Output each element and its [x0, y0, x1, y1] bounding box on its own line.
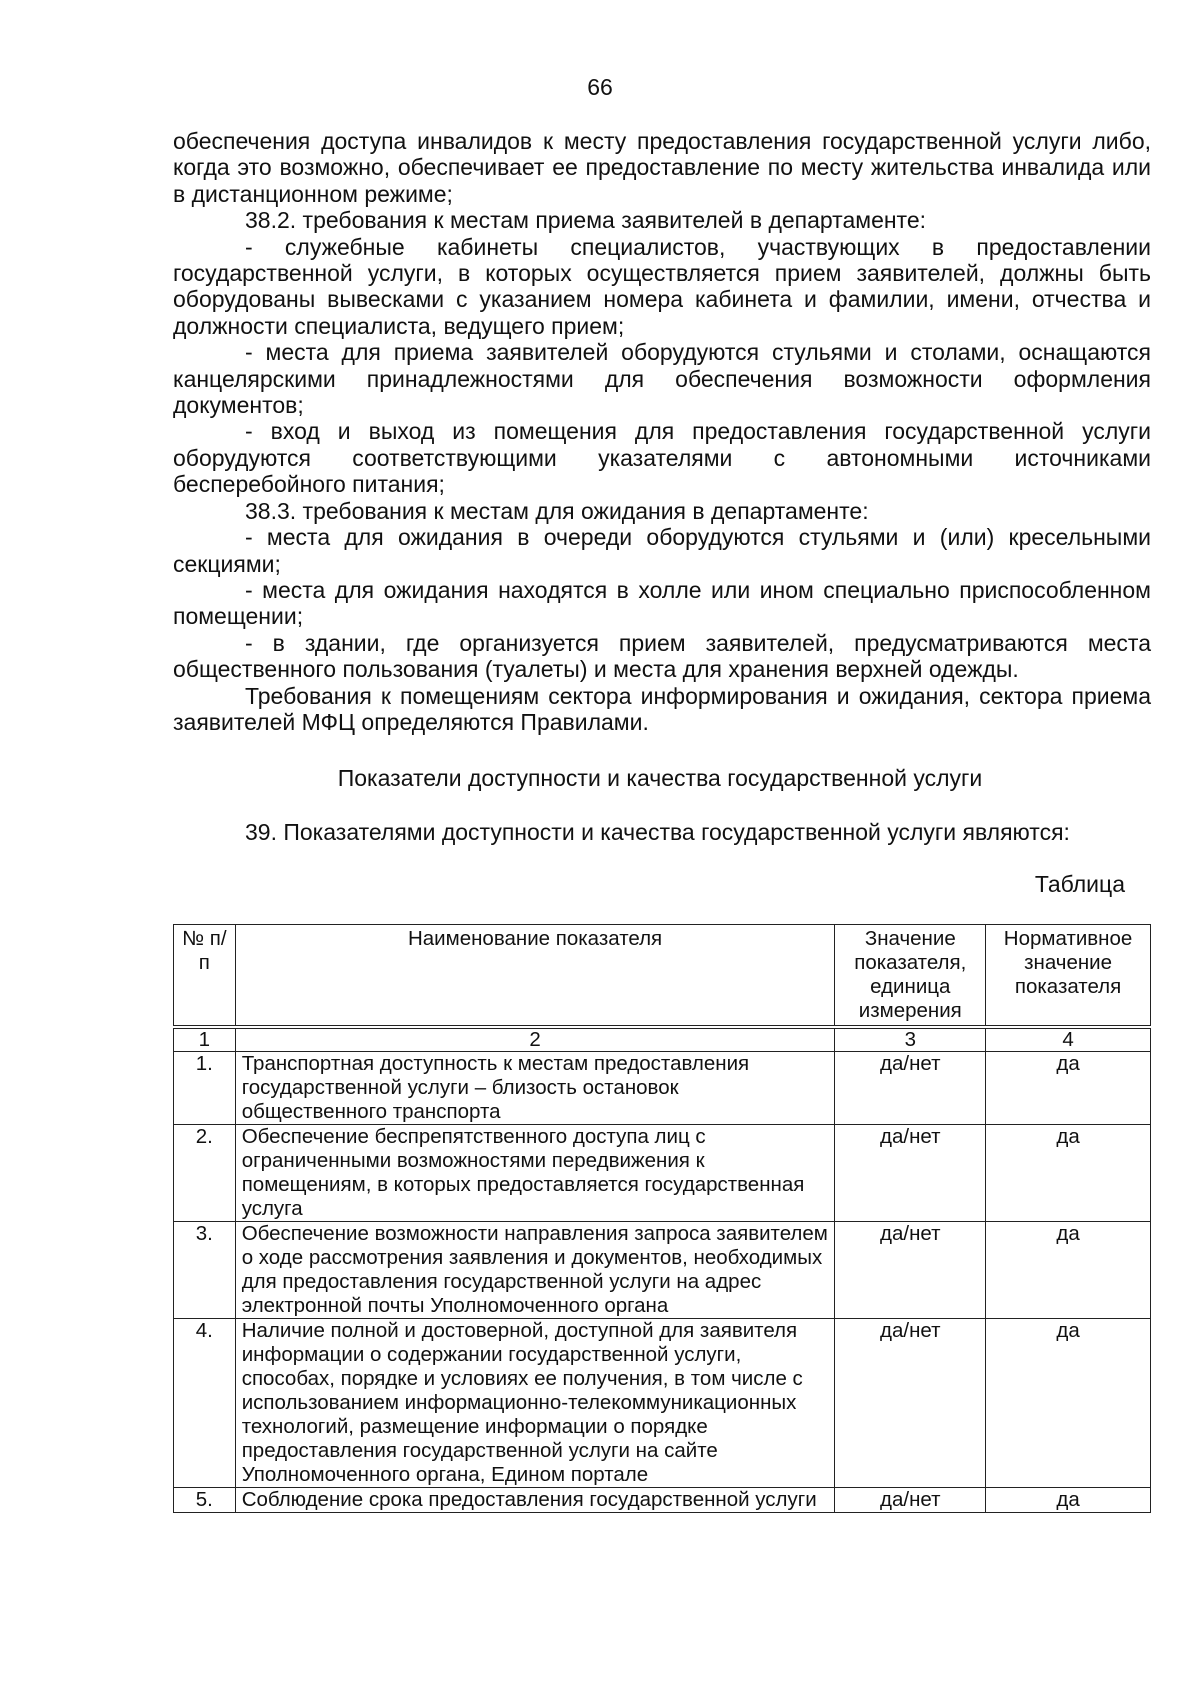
indicator-name-cell: Наличие полной и достоверной, доступной для заявителя информации о содержании государственной услуги, способах, порядке и условиях ее получения, в том числе с использованием информационно-телекоммуникационных технологий, размещение информации о порядке предоставления государственной услуги на сайте Уполномоченного органа, Едином портале: [235, 1319, 835, 1488]
indicator-unit-cell: да/нет: [835, 1052, 986, 1125]
indicator-name-cell: Обеспечение беспрепятственного доступа лиц с ограниченными возможностями передвижения к помещениям, в которых предоставляется государственная услуга: [235, 1125, 835, 1222]
row-number-cell: 4.: [174, 1319, 236, 1488]
column-number-cell: 1: [174, 1027, 236, 1052]
table-row: [174, 1052, 1151, 1125]
table-row: [174, 1222, 1151, 1319]
table-column-numbers-row: [174, 1027, 1151, 1052]
row-number-cell: 3.: [174, 1222, 236, 1319]
paragraph: - служебные кабинеты специалистов, участвующих в предоставлении государственной услуги, в которых осуществляется прием заявителей, должны быть оборудованы вывесками с указанием номера кабинета и фамилии, имени, отчества и должности специалиста, ведущего прием;: [173, 233, 1151, 339]
table-header-row: [174, 925, 1151, 1028]
indicator-norm-cell: да: [986, 1125, 1151, 1222]
header-cell: № п/п: [174, 925, 236, 1028]
row-number-cell: 2.: [174, 1125, 236, 1222]
indicator-unit-cell: да/нет: [835, 1125, 986, 1222]
header-cell: Нормативное значение показателя: [986, 925, 1151, 1028]
column-number-cell: 3: [835, 1027, 986, 1052]
table-caption: Таблица: [1034, 871, 1125, 897]
column-number-cell: 4: [986, 1027, 1151, 1052]
indicator-norm-cell: да: [986, 1488, 1151, 1513]
header-cell: Наименование показателя: [235, 925, 835, 1028]
indicator-norm-cell: да: [986, 1222, 1151, 1319]
paragraph: Требования к помещениям сектора информирования и ожидания, сектора приема заявителей МФЦ определяются Правилами.: [173, 682, 1151, 735]
paragraph: 38.3. требования к местам для ожидания в департаменте:: [245, 497, 869, 524]
body-text: [173, 128, 1151, 735]
page-number: 66: [587, 74, 613, 100]
header-cell: Значение показателя, единица измерения: [835, 925, 986, 1028]
paragraph: - места для приема заявителей оборудуются стульями и столами, оснащаются канцелярскими принадлежностями для обеспечения возможности оформления документов;: [173, 339, 1151, 419]
row-number-cell: 5.: [174, 1488, 236, 1513]
paragraph: - в здании, где организуется прием заявителей, предусматриваются места общественного пользования (туалеты) и места для хранения верхней одежды.: [173, 629, 1151, 683]
row-number-cell: 1.: [174, 1052, 236, 1125]
paragraph: 38.2. требования к местам приема заявителей в департаменте:: [245, 207, 927, 234]
table-row: [174, 1488, 1151, 1513]
paragraph: - места для ожидания находятся в холле или ином специально приспособленном помещении;: [173, 576, 1151, 630]
paragraph: обеспечения доступа инвалидов к месту предоставления государственной услуги либо, когда это возможно, обеспечивает ее предоставление по месту жительства инвалида или в дистанционном режиме;: [173, 128, 1151, 207]
paragraph: - места для ожидания в очереди оборудуются стульями и (или) кресельными секциями;: [173, 524, 1151, 577]
paragraph: - вход и выход из помещения для предоставления государственной услуги оборудуются соответствующими указателями с автономными источниками бесперебойного питания;: [173, 418, 1151, 498]
indicators-table: [173, 924, 1151, 1513]
indicator-name-cell: Обеспечение возможности направления запроса заявителем о ходе рассмотрения заявления и документов, необходимых для предоставления государственной услуги на адрес электронной почты Уполномоченного органа: [235, 1222, 835, 1319]
indicator-name-cell: Соблюдение срока предоставления государственной услуги: [235, 1488, 835, 1513]
indicator-name-cell: Транспортная доступность к местам предоставления государственной услуги – близость остановок общественного транспорта: [235, 1052, 835, 1125]
indicator-norm-cell: да: [986, 1319, 1151, 1488]
table-row: [174, 1125, 1151, 1222]
table-row: [174, 1319, 1151, 1488]
indicator-unit-cell: да/нет: [835, 1222, 986, 1319]
column-number-cell: 2: [235, 1027, 835, 1052]
indicator-unit-cell: да/нет: [835, 1488, 986, 1513]
indicator-norm-cell: да: [986, 1052, 1151, 1125]
section-title: Показатели доступности и качества государственной услуги: [337, 765, 983, 791]
paragraph-39: 39. Показателями доступности и качества государственной услуги являются:: [245, 819, 1070, 845]
indicator-unit-cell: да/нет: [835, 1319, 986, 1488]
